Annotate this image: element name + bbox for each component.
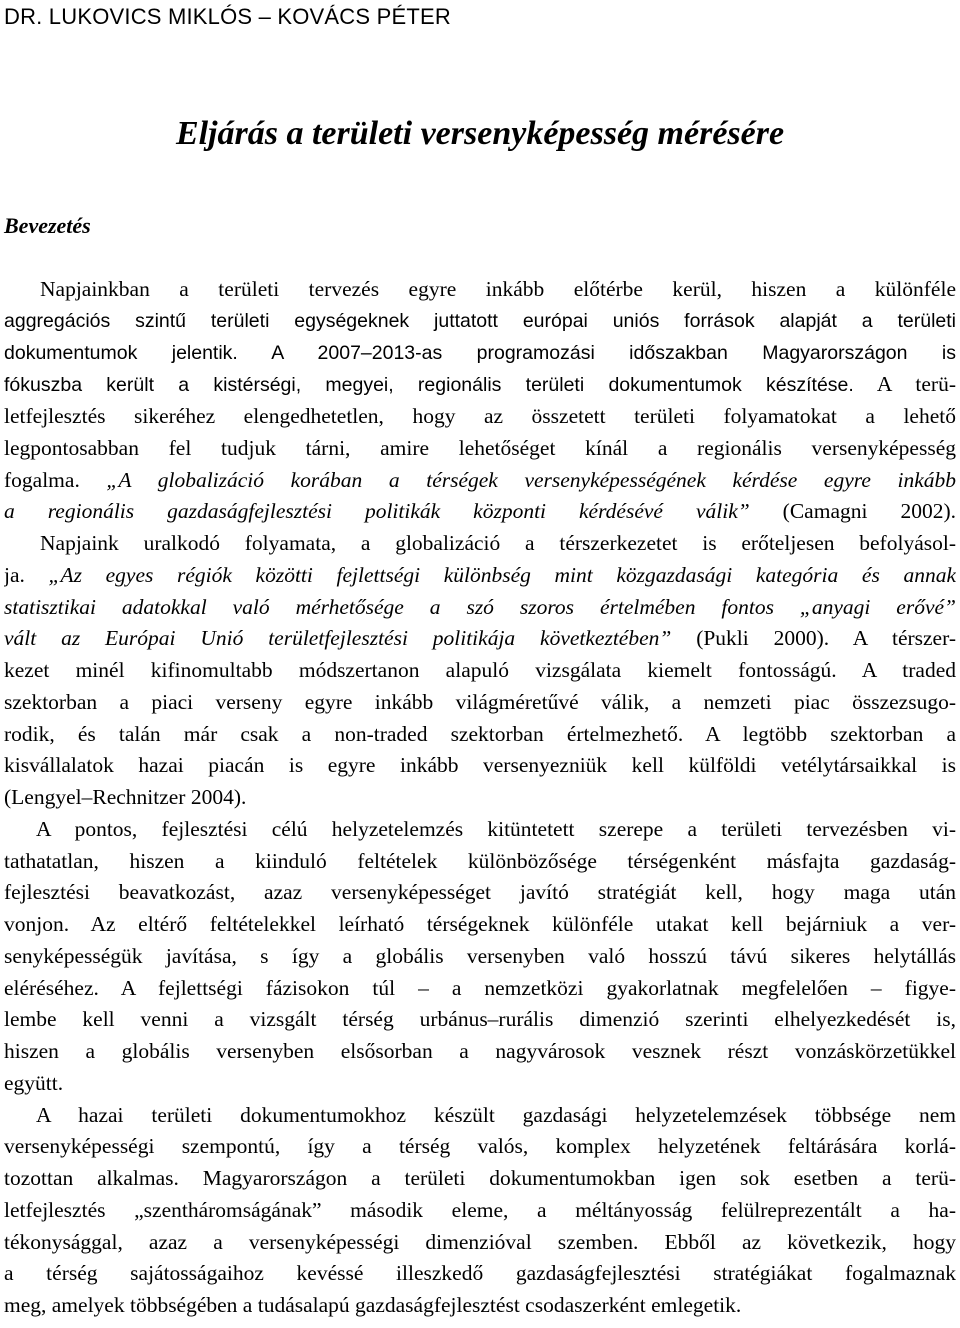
text-line: A pontos, fejlesztési célú helyzetelemzés kitüntetett szerepe a területi tervezésben vi- — [36, 816, 956, 841]
text-line: lembe kell venni a vizsgált térség urbánus–rurális dimenzió szerinti elhelyezkedését is, — [4, 1007, 956, 1032]
text-line: tozottan alkalmas. Magyarországon a területi dokumentumokban igen sok esetben a terü- — [4, 1166, 956, 1190]
article-title: Eljárás a területi versenyképesség mérésére — [175, 115, 785, 152]
text-line: meg, amelyek többségében a tudásalapú gazdaságfejlesztést csodaszerként emlegetik. — [4, 1293, 742, 1317]
text-line: kezet minél kifinomultabb módszertanon alapuló vizsgálata kiemelt fontosságú. A traded — [4, 658, 956, 682]
text-line: aggregációs szintű területi egységeknek juttatott európai uniós források alapját a területi — [4, 309, 956, 332]
text-line: eléréséhez. A fejlettségi fázisokon túl – a nemzetközi gyakorlatnak megfelelően – figye- — [4, 975, 956, 1000]
text-line: ja. „Az egyes régiók közötti fejlettségi különbség mint közgazdasági kategória és annak — [4, 562, 956, 587]
text-line: senyképességük javítása, s így a globális versenyben való hosszú távú sikeres helytállás — [4, 943, 956, 968]
text-line: legpontosabban fel tudjuk tárni, amire lehetőséget kínál a regionális versenyképesség — [4, 435, 956, 460]
text-line: vált az Európai Unió területfejlesztési politikája következtében” (Pukli 2000). A térszer- — [4, 626, 956, 651]
text-line: A hazai területi dokumentumokhoz készült gazdasági helyzetelemzések többsége nem — [36, 1102, 956, 1127]
text-line: (Lengyel–Rechnitzer 2004). — [4, 785, 247, 809]
article-body — [4, 274, 956, 1322]
text-line: a regionális gazdaságfejlesztési politikák központi kérdésévé válik” (Camagni 2002). — [4, 499, 956, 524]
text-line: letfejlesztés sikeréhez elengedhetetlen, hogy az összetett területi folyamatokat a lehető — [4, 404, 956, 428]
text-line: Napjainkban a területi tervezés egyre inkább előtérbe kerül, hiszen a különféle — [40, 277, 956, 301]
text-line-continuation: A terü- — [853, 372, 956, 397]
text-line: együtt. — [4, 1070, 64, 1095]
text-line: versenyképességi szempontú, így a térség valós, komplex helyzetének feltárására korlá- — [4, 1134, 956, 1159]
section-heading: Bevezetés — [4, 213, 91, 238]
text-line: szektorban a piaci verseny egyre inkább világméretűvé válik, a nemzeti piac összezsugo- — [4, 689, 956, 714]
text-line: dokumentumok jelentik. A 2007–2013-as programozási időszakban Magyarországon is — [4, 341, 956, 364]
text-line: kisvállalatok hazai piacán is egyre inkább versenyezniük kell külföldi vetélytársaikkal is — [4, 753, 956, 778]
text-line: vonjon. Az eltérő feltételekkel leírható térségeknek különféle utakat kell bejárniuk a ver- — [4, 912, 956, 936]
text-line: a térség sajátosságaihoz kevéssé illeszkedő gazdaságfejlesztési stratégiákat fogalmaznak — [4, 1261, 956, 1286]
text-line: fókuszba került a kistérségi, megyei, regionális területi dokumentumok készítése. A terü- — [4, 372, 956, 397]
text-line: rodik, és talán már csak a non-traded szektorban értelmezhető. A legtöbb szektorban a — [4, 721, 956, 746]
running-header: DR. LUKOVICS MIKLÓS – KOVÁCS PÉTER — [4, 4, 451, 29]
text-line: statisztikai adatokkal való mérhetősége a szó szoros értelmében fontos „anyagi erővé” — [4, 594, 956, 619]
text-line: fejlesztési beavatkozást, azaz versenyképességet javító stratégiát kell, hogy maga után — [4, 880, 956, 905]
text-line: tathatatlan, hiszen a kiinduló feltételek különbözősége térségenként másfajta gazdaság- — [4, 848, 956, 873]
text-line: hiszen a globális versenyben elsősorban a nagyvárosok vesznek részt vonzáskörzetükkel — [4, 1039, 956, 1063]
text-line: letfejlesztés „szentháromságának” második eleme, a méltányosság felülreprezentált a ha- — [4, 1197, 956, 1222]
text-line: tékonysággal, azaz a versenyképességi dimenzióval szemben. Ebből az következik, hogy — [4, 1229, 956, 1254]
text-line: fogalma. „A globalizáció korában a térségek versenyképességének kérdése egyre inkább — [4, 467, 956, 492]
text-line: Napjaink uralkodó folyamata, a globalizáció a térszerkezetet is erőteljesen befolyásol- — [40, 531, 956, 555]
